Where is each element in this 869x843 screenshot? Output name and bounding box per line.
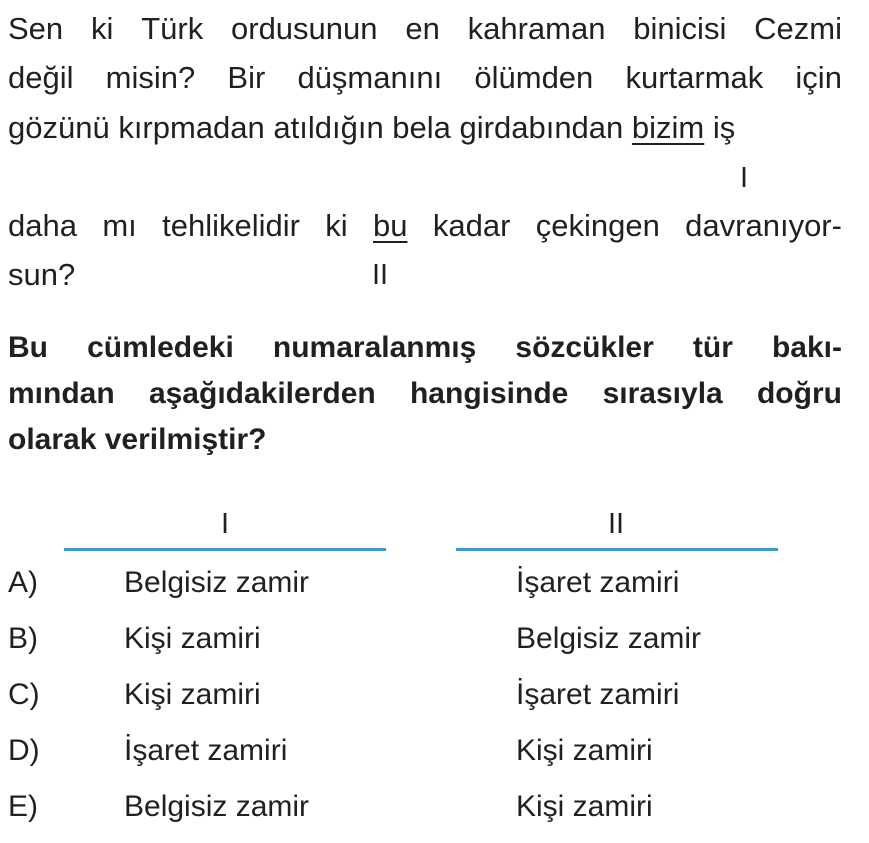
column-rule-ii [456,548,778,551]
option-letter: A) [8,566,38,599]
option-col-ii: Kişi zamiri [516,790,653,823]
passage-line-5: sun? [8,257,76,292]
passage-line-4: daha mı tehlikelidir ki bu kadar çekingen davranıyor- [8,208,842,243]
passage-line-1: Sen ki Türk ordusunun en kahraman binicisi Cezmi [8,11,842,46]
option-e[interactable] [0,787,869,827]
option-a[interactable] [0,563,869,603]
question-line-1: Bu cümledeki numaralanmış sözcükler tür bakı- [8,331,842,364]
question-text [8,325,842,463]
option-letter: B) [8,622,38,655]
option-col-ii: İşaret zamiri [516,566,680,599]
column-rule-i [64,548,386,551]
option-col-ii: Kişi zamiri [516,734,653,767]
option-b[interactable] [0,619,869,659]
passage-line-3: gözünü kırpmadan atıldığın bela girdabından bizim iş [8,110,736,145]
option-col-i: İşaret zamiri [124,734,288,767]
column-header-ii: II [607,508,625,540]
underlined-word-bizim: bizim [631,110,705,145]
question-line-3: olarak verilmiştir? [8,423,267,456]
option-letter: E) [8,790,38,823]
option-col-i: Belgisiz zamir [124,790,310,823]
option-d[interactable] [0,731,869,771]
passage-line-2: değil misin? Bir düşmanını ölümden kurtarmak için [8,60,842,95]
option-col-ii: Belgisiz zamir [516,622,702,655]
marker-i: I [739,162,749,194]
option-c[interactable] [0,675,869,715]
option-col-i: Belgisiz zamir [124,566,310,599]
question-line-2: mından aşağıdakilerden hangisinde sırasıyla doğru [8,377,842,410]
option-col-i: Kişi zamiri [124,622,261,655]
column-header-i: I [220,508,230,540]
option-letter: D) [8,734,40,767]
option-col-i: Kişi zamiri [124,678,261,711]
option-col-ii: İşaret zamiri [516,678,680,711]
option-letter: C) [8,678,40,711]
underlined-word-bu: bu [373,208,408,243]
marker-ii: II [371,259,389,291]
